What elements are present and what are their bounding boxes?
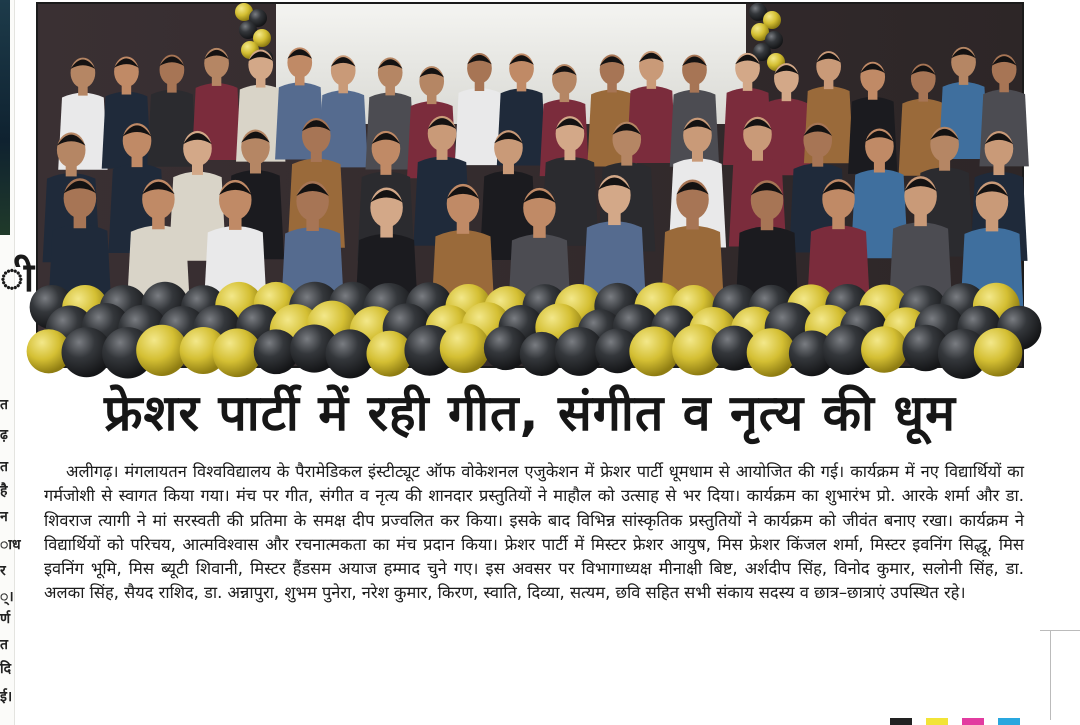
adjacent-headline-fragment: ी xyxy=(0,255,35,301)
adjacent-text-fragment: त xyxy=(0,459,8,475)
print-mark xyxy=(890,718,912,725)
balloon xyxy=(440,323,490,373)
adjacent-text-fragment: ाध xyxy=(0,537,21,553)
adjacent-text-fragment: त xyxy=(0,637,8,653)
article-paragraph: अलीगढ़। मंगलायतन विश्वविद्यालय के पैरामेडिकल इंस्टीट्यूट ऑफ वोकेशनल एजुकेशन में फ्रेशर पार्टी धूमधाम से आयोजित की गई। कार्यक्रम में नए विद्यार्थियों का गर्मजोशी से स्वागत किया गया। मंच पर गीत, संगीत व नृत्य की शानदार प्रस्तुतियों ने माहौल को उत्साह से भर दिया। कार्यक्रम का शुभारंभ प्रो. आरके शर्मा और डा. शिवराज त्यागी ने मां सरस्वती की प्रतिमा के समक्ष दीप प्रज्वलित कर किया। इसके बाद विभिन्न सांस्कृतिक प्रस्तुतियों ने कार्यक्रम को जीवंत बनाए रखा। कार्यक्रम ने विद्यार्थियों को परिचय, आत्मविश्वास और रचनात्मकता का मंच प्रदान किया। फ्रेशर पार्टी में मिस्टर फ्रेशर आयुष, मिस फ्रेशर किंजल शर्मा, मिस्टर इवनिंग सिद्धू, मिस इवनिंग भूमि, मिस ब्यूटी शिवानी, मिस्टर हैंडसम अयाज हम्माद चुने गए। इस अवसर पर विभागाध्यक्ष मीनाक्षी बिष्ट, अर्शदीप सिंह, विनोद कुमार, सलोनी सिंह, डा. अलका सिंह, सैयद राशिद, डा. अन्नापुरा, शुभम पुनेरा, नरेश कुमार, किरण, स्वाति, दिव्या, सत्यम, छवि सहित सभी संकाय सदस्य व छात्र–छात्राएं उपस्थित रहे। xyxy=(44,462,1024,603)
balloon xyxy=(747,328,796,377)
adjacent-photo-edge xyxy=(0,0,10,235)
adjacent-text-fragment: र्ण xyxy=(0,611,11,627)
adjacent-text-fragment: ढ़ xyxy=(0,427,8,443)
print-mark xyxy=(926,718,948,725)
column-rule-vertical xyxy=(1050,630,1051,720)
balloon xyxy=(974,328,1022,376)
adjacent-text-fragment: ई। xyxy=(0,689,13,705)
group-photo-illustration xyxy=(38,4,1022,366)
adjacent-text-fragment: दि xyxy=(0,661,12,677)
adjacent-text-fragment: है xyxy=(0,483,8,499)
balloon xyxy=(861,326,907,372)
adjacent-column-edge xyxy=(0,0,35,725)
balloon xyxy=(629,327,679,377)
adjacent-text-fragment: ्। xyxy=(0,589,14,605)
adjacent-text-fragment: न xyxy=(0,509,8,525)
print-mark xyxy=(962,718,984,725)
article-body xyxy=(40,460,1024,716)
print-color-marks xyxy=(880,716,1080,725)
adjacent-text-fragment: त xyxy=(0,397,8,413)
group-photo xyxy=(36,2,1024,368)
adjacent-text-fragment: र xyxy=(0,563,6,579)
column-rule xyxy=(1040,630,1080,631)
print-mark xyxy=(998,718,1020,725)
headline: फ्रेशर पार्टी में रही गीत, संगीत व नृत्य की धूम xyxy=(103,384,957,442)
